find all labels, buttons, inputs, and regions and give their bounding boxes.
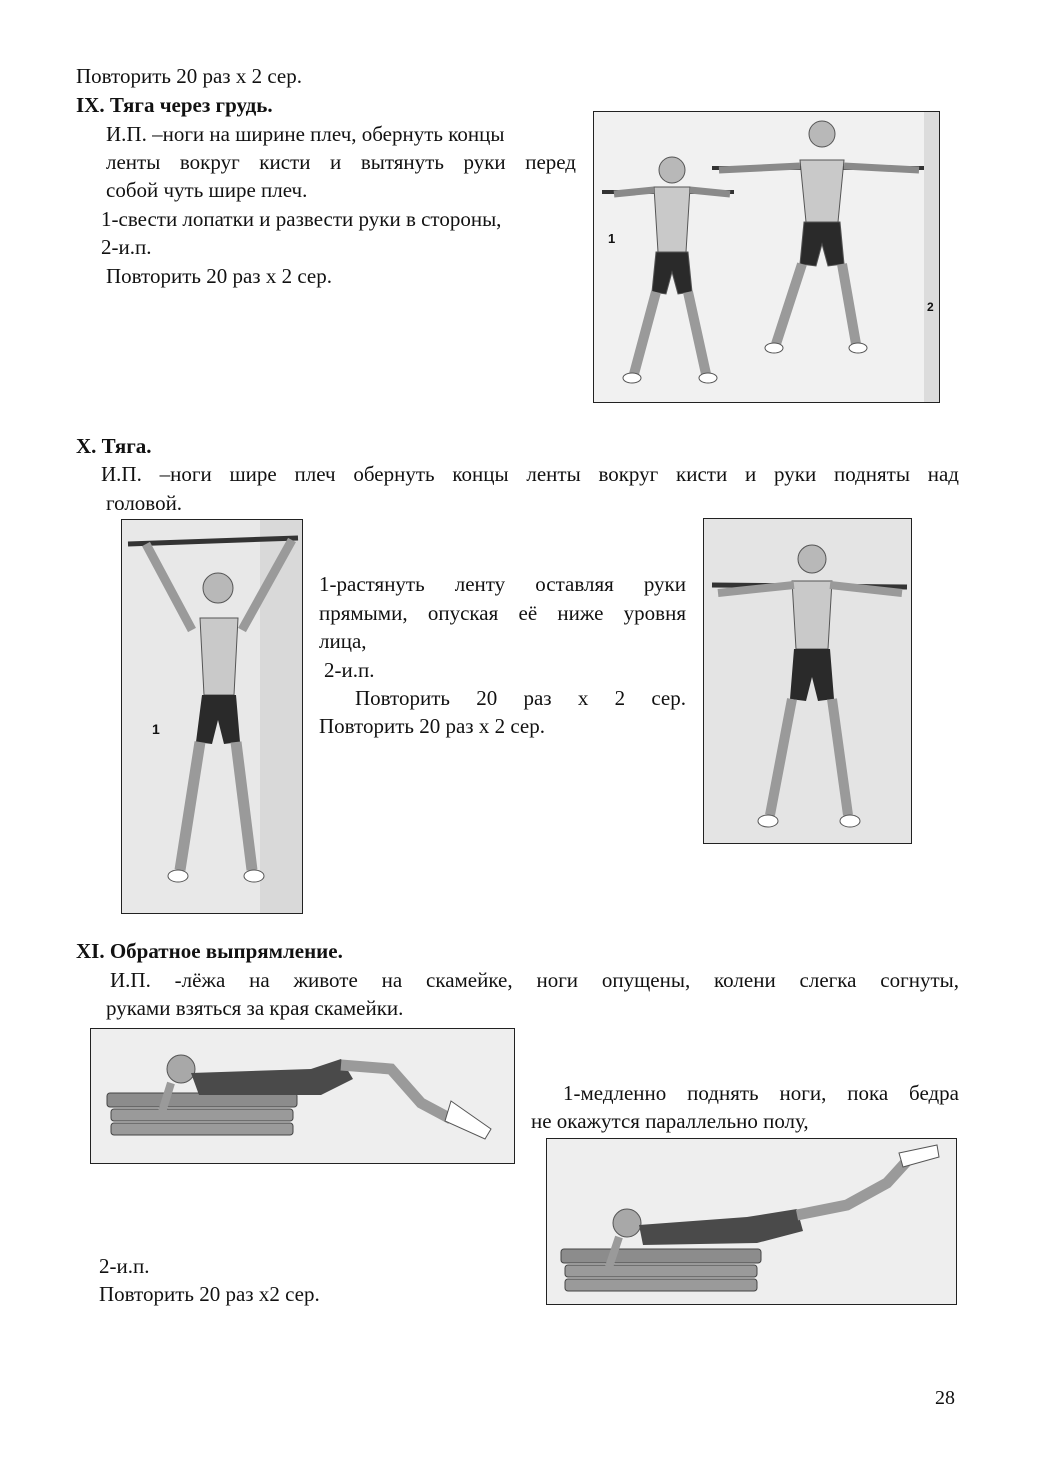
ex10-mid-line-5: Повторить 20 раз х 2 сер. [355, 686, 686, 710]
ex9-photo [593, 111, 940, 403]
ex11-photo-raised [546, 1138, 957, 1305]
ex9-line-6: Повторить 20 раз х 2 сер. [106, 264, 332, 288]
ex11-step2: 2-и.п. [99, 1254, 150, 1278]
ex9-line-4: 1-свести лопатки и развести руки в стороны, [101, 207, 502, 231]
ex9-line-2: ленты вокруг кисти и вытянуть руки перед [106, 150, 576, 174]
ex10-ip-line-2: головой. [106, 491, 183, 515]
ex10-fig-label-1: 1 [152, 721, 160, 737]
ex10-title: X. Тяга. [76, 434, 152, 458]
ex10-left-illustration [122, 520, 302, 913]
ex11-ip-line-2: руками взяться за края скамейки. [106, 996, 404, 1020]
ex10-photo-right [703, 518, 912, 844]
ex10-mid-line-1: 1-растянуть ленту оставляя руки [319, 572, 686, 596]
ex11-start-illustration [91, 1029, 514, 1163]
ex9-title: IX. Тяга через грудь. [76, 93, 273, 117]
ex11-photo-start [90, 1028, 515, 1164]
ex9-fig-label-1: 1 [608, 231, 616, 246]
ex10-right-illustration [704, 519, 911, 843]
ex10-mid-line-2: прямыми, опуская её ниже уровня [319, 601, 686, 625]
ex9-line-3: собой чуть шире плеч. [106, 178, 308, 202]
ex10-photo-left [121, 519, 303, 914]
page-number: 28 [935, 1387, 955, 1409]
ex11-ip-line-1: И.П. -лёжа на животе на скамейке, ноги опущены, колени слегка согнуты, [110, 968, 959, 992]
ex11-step1-line-2: не окажутся параллельно полу, [531, 1109, 809, 1133]
ex11-title: XI. Обратное выпрямление. [76, 939, 343, 963]
ex10-mid-line-6: Повторить 20 раз х 2 сер. [319, 714, 545, 738]
ex9-fig-label-2: 2 [927, 300, 934, 314]
top-repeat-text: Повторить 20 раз х 2 сер. [76, 64, 302, 88]
ex10-mid-line-4: 2-и.п. [324, 658, 375, 682]
ex11-step1-line-1: 1-медленно поднять ноги, пока бедра [563, 1081, 959, 1105]
ex9-line-1: И.П. –ноги на ширине плеч, обернуть концы [106, 122, 505, 146]
ex10-mid-line-3: лица, [319, 629, 367, 653]
ex11-raised-illustration [547, 1139, 956, 1304]
ex9-line-5: 2-и.п. [101, 235, 152, 259]
ex11-repeat: Повторить 20 раз х2 сер. [99, 1282, 320, 1306]
ex9-figures-illustration [594, 112, 939, 402]
ex10-ip-line-1: И.П. –ноги шире плеч обернуть концы ленты вокруг кисти и руки подняты над [101, 462, 959, 486]
